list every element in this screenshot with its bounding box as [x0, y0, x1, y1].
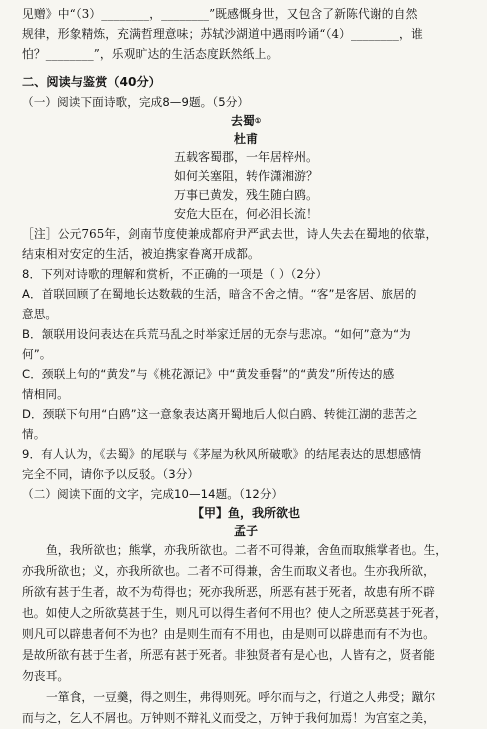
exam-page — [22, 4, 470, 729]
question-9-line-1: 9．有人认为，《去蜀》的尾联与《茅屋为秋风所破歌》的结尾表达的思想感情 — [22, 447, 422, 461]
question-8-option-a-2: 意思。 — [22, 307, 58, 321]
passage-line-7: 勿丧耳。 — [22, 669, 70, 683]
passage-author: 孟子 — [233, 524, 258, 538]
poem-note-line-2: 结束相对安定的生活，被迫携家眷离开成都。 — [22, 247, 260, 261]
passage-line-1: 鱼，我所欲也；熊掌，亦我所欲也。二者不可得兼，舍鱼而取熊掌者也。生， — [46, 543, 448, 557]
question-8-option-d-2: 情。 — [22, 427, 46, 441]
question-8-option-b-1: B．颔联用设问表达在兵荒马乱之时举家迁居的无奈与悲凉。“如何”意为“为 — [22, 327, 411, 341]
poem-line-3: 万事已黄发，残生随白鸥。 — [173, 188, 318, 202]
passage-line-4: 也。如使人之所欲莫甚于生，则凡可以得生者何不用也？使人之所恶莫甚于死者， — [22, 606, 447, 620]
section-heading: 二、阅读与鉴赏（40分） — [22, 75, 161, 89]
intro-line-1: 见赠》中“（3）________，________”既感慨身世，又包含了新陈代谢的自然 — [22, 7, 418, 21]
passage-line-2: 亦我所欲也；义，亦我所欲也。二者不可得兼，舍生而取义者也。生亦我所欲， — [22, 564, 435, 578]
poem-author: 杜甫 — [233, 132, 258, 146]
part2-heading: （二）阅读下面的文字，完成10—14题。（12分） — [22, 487, 284, 501]
passage-line-3: 所欲有甚于生者，故不为苟得也；死亦我所恶，所恶有甚于死者，故患有所不辟 — [22, 585, 435, 599]
intro-line-3: 怕？________”，乐观旷达的生活态度跃然纸上。 — [22, 47, 279, 61]
poem-title-note-mark: ① — [254, 116, 262, 125]
poem-note-line-1: ［注］公元765年，剑南节度使兼成都府尹严武去世，诗人失去在蜀地的依靠， — [22, 227, 438, 241]
poem-title-text: 去蜀 — [230, 114, 255, 128]
poem-line-1: 五载客蜀郡，一年居梓州。 — [173, 150, 318, 164]
intro-line-2: 规律，形象精炼，充满哲理意味；苏轼沙湖道中遇雨吟诵“（4）________，谁 — [22, 27, 423, 41]
question-8-option-d-1: D．颈联下句用“白鸥”这一意象表达离开蜀地后人似白鸥、转徙江湖的悲苦之 — [22, 407, 418, 421]
passage-line-6: 是故所欲有甚于生者，所恶有甚于死者。非独贤者有是心也，人皆有之，贤者能 — [22, 648, 435, 662]
poem-title — [22, 112, 470, 130]
question-8-option-c-2: 情相同。 — [22, 387, 69, 401]
passage-title: 【甲】鱼，我所欲也 — [191, 506, 300, 520]
question-8-stem: 8．下列对诗歌的理解和赏析，不正确的一项是（ ）（2分） — [22, 267, 328, 281]
passage-line-8: 一箪食，一豆羹，得之则生，弗得则死。呼尔而与之，行道之人弗受；蹴尔 — [46, 690, 436, 704]
question-8-option-b-2: 何”。 — [22, 347, 52, 361]
poem-line-4: 安危大臣在，何必泪长流！ — [173, 207, 318, 221]
poem-line-2: 如何关塞阻，转作潇湘游？ — [173, 169, 318, 183]
question-8-option-c-1: C．颈联上句的“黄发”与《桃花源记》中“黄发垂髫”的“黄发”所传达的感 — [22, 367, 395, 381]
passage-line-9: 而与之，乞人不屑也。万钟则不辩礼义而受之，万钟于我何加焉！为宫室之美， — [22, 711, 435, 725]
spacer — [22, 64, 470, 72]
passage-line-5: 则凡可以辟患者何不为也？由是则生而有不用也，由是则可以辟患而有不为也。 — [22, 627, 435, 641]
part1-heading: （一）阅读下面诗歌，完成8—9题。（5分） — [22, 95, 250, 109]
question-9-line-2: 完全不同，请你予以反驳。（3分） — [22, 467, 200, 481]
question-8-option-a-1: A．首联回顾了在蜀地长达数载的生活，暗含不舍之情。“客”是客居、旅居的 — [22, 287, 417, 301]
